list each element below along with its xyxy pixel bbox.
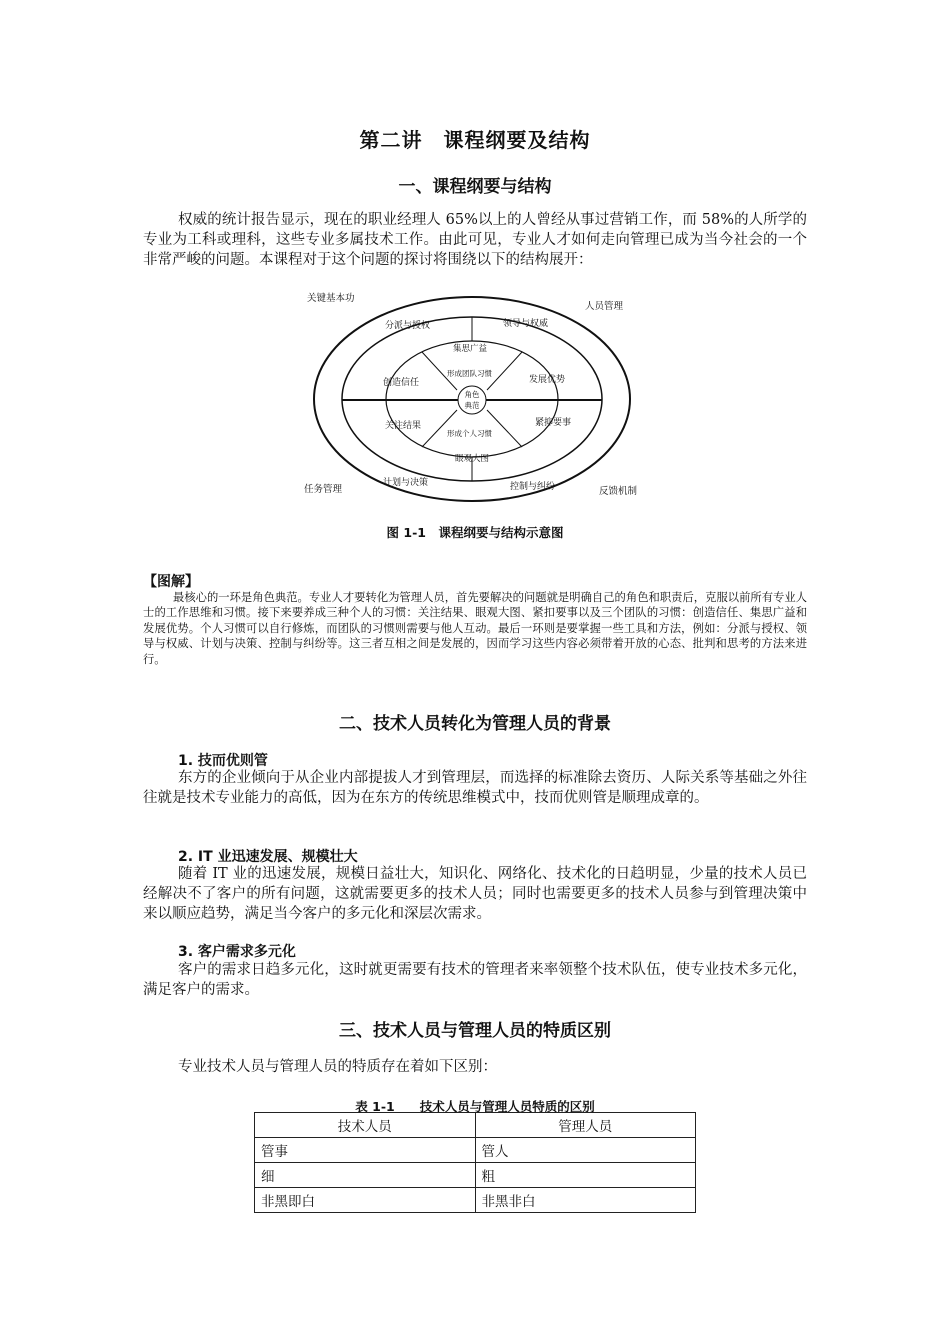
section2-item3-text: 客户的需求日趋多元化，这时就更需要有技术的管理者来率领整个技术队伍，使专业技术多元化，满足客户的需求。 xyxy=(143,962,807,998)
outer-label-task-mgmt: 任务管理 xyxy=(304,484,343,495)
inner-label-brainstorm: 集思广益 xyxy=(453,344,488,354)
table-cell: 非黑即白 xyxy=(255,1188,476,1213)
inner-label-team-habits: 形成团队习惯 xyxy=(447,369,492,378)
diagram-explanation-title: 【图解】 xyxy=(143,574,199,590)
section1-intro: 权威的统计报告显示，现在的职业经理人 65%以上的人曾经从事过营销工作，而 58%的人所学的专业为工科或理科，这些专业多属技术工作。由此可见，专业人才如何走向管理已成为当今社会的一个非常严峻的问题。本课程对于这个问题的探讨将围绕以下的结构展开： xyxy=(143,212,807,268)
section2-item2-text: 随着 IT 业的迅速发展，规模日益壮大，知识化、网络化、技术化的日趋明显，少量的技术人员已经解决不了客户的所有问题，这就需要更多的技术人员；同时也需要更多的技术人员参与到管理决策中来以顺应趋势，满足当今客户的多元化和深层次需求。 xyxy=(143,866,807,922)
divider-lower-right xyxy=(487,410,522,447)
inner-label-personal-habits: 形成个人习惯 xyxy=(447,429,492,438)
table-header-row xyxy=(255,1113,696,1138)
section2-item3-title: 3. 客户需求多元化 xyxy=(178,944,296,960)
table-cell: 管人 xyxy=(475,1138,696,1163)
table-caption: 表 1-1 技术人员与管理人员特质的区别 xyxy=(355,1099,595,1114)
table-row xyxy=(255,1138,696,1163)
divider-upper-right xyxy=(487,352,522,390)
structure-diagram xyxy=(297,284,657,504)
table-row xyxy=(255,1163,696,1188)
outer-label-people-mgmt: 人员管理 xyxy=(585,301,624,312)
section2-item1-text: 东方的企业倾向于从企业内部提拔人才到管理层，而选择的标准除去资历、人际关系等基础之外往往就是技术专业能力的高低，因为在东方的传统思维模式中，技而优则管是顺理成章的。 xyxy=(143,770,807,806)
table-header-mgmt: 管理人员 xyxy=(475,1113,696,1138)
ring-label-leadership: 领导与权威 xyxy=(503,319,549,329)
table-cell: 管事 xyxy=(255,1138,476,1163)
ring-label-control: 控制与纠纷 xyxy=(510,482,556,492)
table-cell: 非黑非白 xyxy=(475,1188,696,1213)
ring-label-results: 关注结果 xyxy=(385,421,422,431)
inner-label-big-picture: 眼观大图 xyxy=(455,454,490,464)
section3-heading: 三、技术人员与管理人员的特质区别 xyxy=(339,1021,611,1041)
section2-item1-title: 1. 技而优则管 xyxy=(178,753,268,769)
ring-label-trust: 创造信任 xyxy=(383,378,420,388)
ring-label-delegation: 分派与授权 xyxy=(385,321,431,331)
diagram-explanation-body: 最核心的一环是角色典范。专业人才要转化为管理人员，首先要解决的问题就是明确自己的角色和职责后，克服以前所有专业人士的工作思维和习惯。接下来要养成三种个人的习惯：关注结果、眼观大图、紧扣要事以及三个团队的习惯：创造信任、集思广益和发展优势。个人习惯可以自行修炼，而团队的习惯则需要与他人互动。最后一环则是要掌握一些工具和方法，例如：分派与授权、领导与权威、计划与决策、控制与纠纷等。这三者互相之间是发展的，因而学习这些内容必须带着开放的心态、批判和思考的方法来进行。 xyxy=(143,591,807,666)
figure-caption: 图 1-1 课程纲要与结构示意图 xyxy=(386,525,564,540)
comparison-table xyxy=(254,1112,696,1213)
outer-label-feedback: 反馈机制 xyxy=(599,486,638,497)
section1-heading: 一、课程纲要与结构 xyxy=(398,177,552,197)
table-cell: 粗 xyxy=(475,1163,696,1188)
section2-item2-title: 2. IT 业迅速发展、规模壮大 xyxy=(178,849,358,865)
section2-heading: 二、技术人员转化为管理人员的背景 xyxy=(339,714,611,734)
outer-label-key-skills: 关键基本功 xyxy=(307,293,355,304)
table-row xyxy=(255,1188,696,1213)
section3-intro: 专业技术人员与管理人员的特质存在着如下区别： xyxy=(178,1059,497,1075)
ring-label-planning: 计划与决策 xyxy=(383,478,429,488)
center-label-2: 典范 xyxy=(464,401,480,410)
ring-label-priorities: 紧抑要事 xyxy=(535,418,572,428)
ring-label-strengths: 发展优势 xyxy=(529,375,566,385)
table-cell: 细 xyxy=(255,1163,476,1188)
page-title: 第二讲 课程纲要及结构 xyxy=(359,128,591,152)
table-header-tech: 技术人员 xyxy=(255,1113,476,1138)
center-label-1: 角色 xyxy=(464,390,480,399)
